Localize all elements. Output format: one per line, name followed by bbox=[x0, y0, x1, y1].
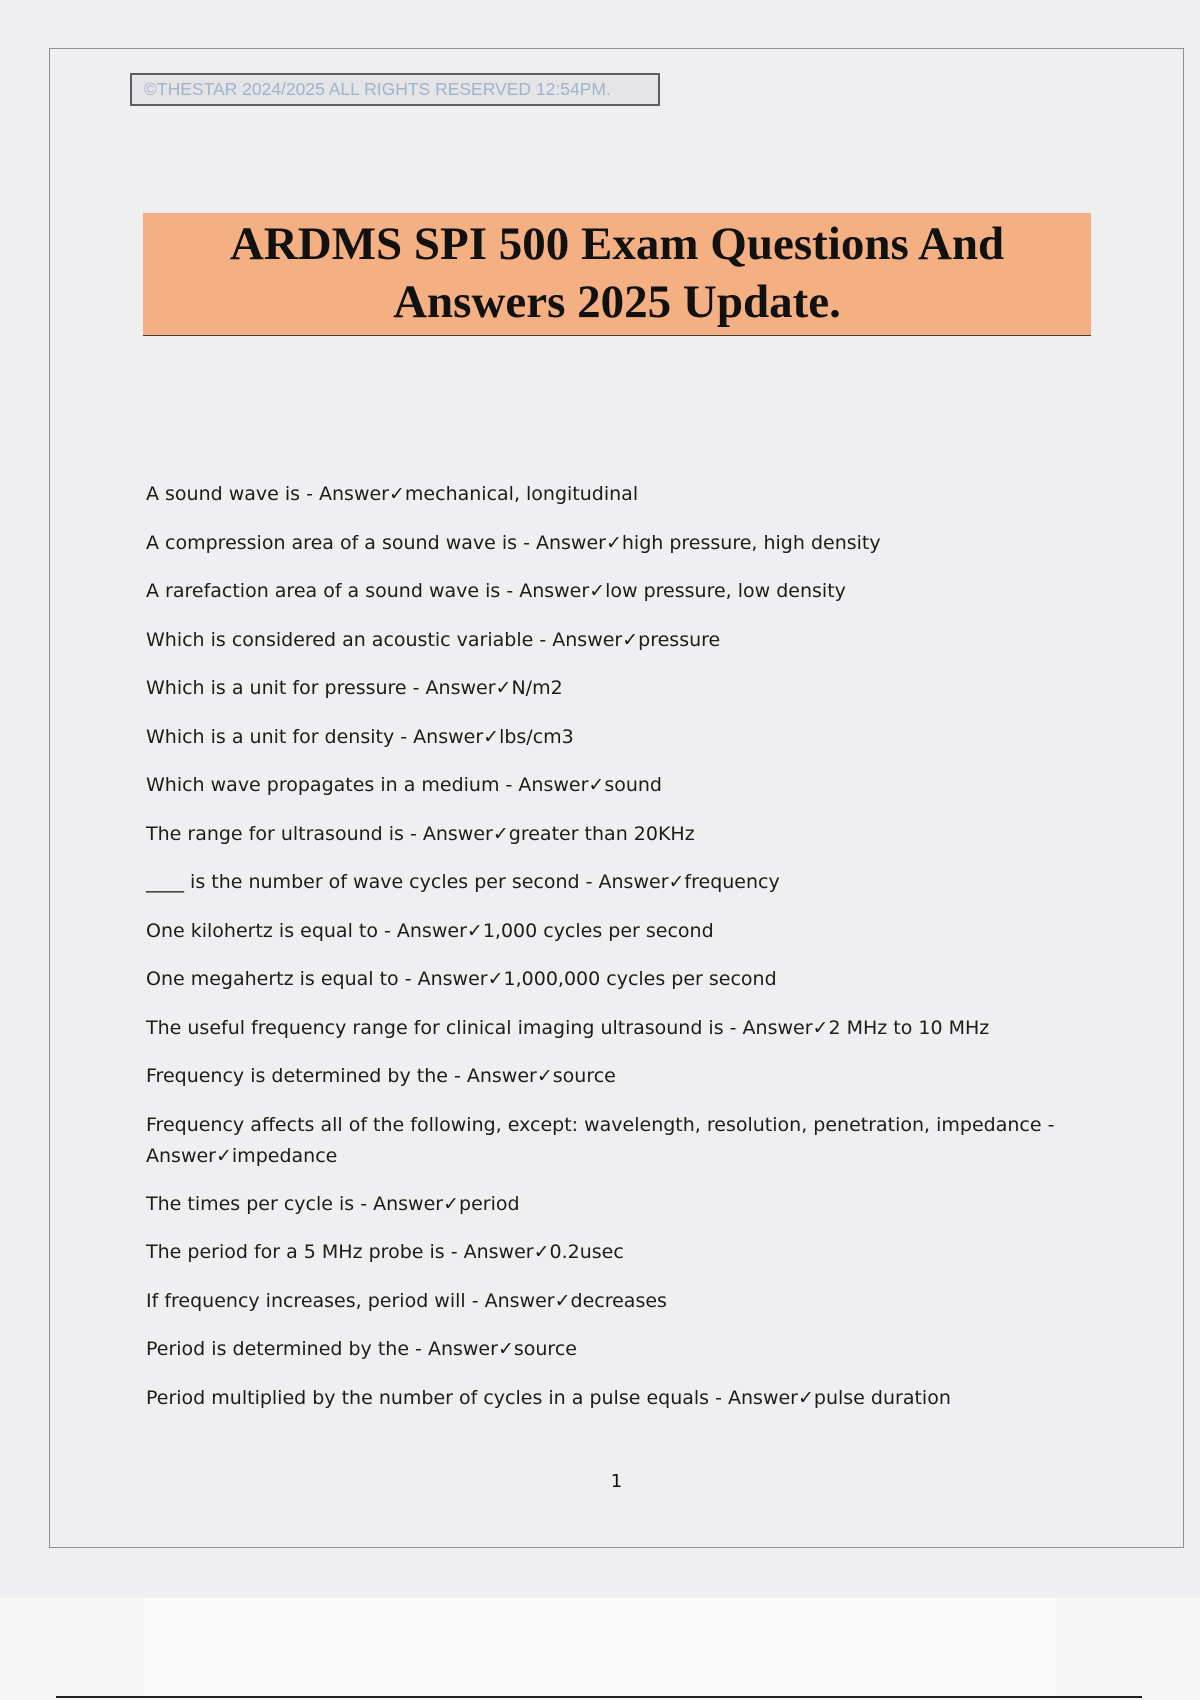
checkmark-icon: ✓ bbox=[622, 628, 639, 651]
qa-item: Period is determined by the - Answer✓source bbox=[146, 1338, 577, 1360]
document-page bbox=[49, 48, 1184, 1548]
document-title-banner bbox=[143, 213, 1091, 336]
qa-item: The range for ultrasound is - Answer✓greater than 20KHz bbox=[146, 822, 695, 845]
checkmark-icon: ✓ bbox=[487, 968, 504, 990]
qa-item: The useful frequency range for clinical imaging ultrasound is - Answer✓2 MHz to 10 MHz bbox=[146, 1016, 990, 1039]
checkmark-icon: ✓ bbox=[588, 774, 605, 796]
checkmark-icon: ✓ bbox=[812, 1016, 829, 1039]
qa-item: A rarefaction area of a sound wave is - Answer✓low pressure, low density bbox=[146, 580, 846, 602]
document-title-line-1: ARDMS SPI 500 Exam Questions And bbox=[229, 218, 1005, 270]
qa-item: The times per cycle is - Answer✓period bbox=[146, 1192, 520, 1215]
qa-item: One kilohertz is equal to - Answer✓1,000 cycles per second bbox=[146, 919, 714, 942]
qa-item: Which wave propagates in a medium - Answer✓sound bbox=[146, 774, 662, 796]
qa-item: One megahertz is equal to - Answer✓1,000,000 cycles per second bbox=[146, 968, 777, 990]
checkmark-icon: ✓ bbox=[605, 531, 622, 554]
checkmark-icon: ✓ bbox=[536, 1065, 553, 1087]
checkmark-icon: ✓ bbox=[492, 822, 509, 845]
qa-item: ____ is the number of wave cycles per second - Answer✓frequency bbox=[146, 871, 780, 893]
next-page-preview bbox=[0, 1598, 1200, 1700]
qa-item: A sound wave is - Answer✓mechanical, longitudinal bbox=[146, 483, 639, 505]
checkmark-icon: ✓ bbox=[495, 677, 512, 699]
checkmark-icon: ✓ bbox=[497, 1338, 514, 1360]
qa-item: If frequency increases, period will - Answer✓decreases bbox=[146, 1289, 667, 1312]
qa-item: The period for a 5 MHz probe is - Answer✓0.2usec bbox=[146, 1241, 624, 1263]
copyright-watermark: ©THESTAR 2024/2025 ALL RIGHTS RESERVED 12:54PM. bbox=[130, 73, 660, 106]
qa-item: Period multiplied by the number of cycles in a pulse equals - Answer✓pulse duration bbox=[146, 1386, 951, 1409]
qa-item: A compression area of a sound wave is - Answer✓high pressure, high density bbox=[146, 531, 881, 554]
checkmark-icon: ✓ bbox=[443, 1192, 460, 1215]
qa-item: Which is considered an acoustic variable - Answer✓pressure bbox=[146, 628, 721, 651]
document-title-line-2: Answers 2025 Update. bbox=[393, 276, 841, 328]
checkmark-icon: ✓ bbox=[389, 483, 405, 505]
qa-item: Frequency is determined by the - Answer✓source bbox=[146, 1065, 616, 1087]
qa-item: Which is a unit for pressure - Answer✓N/m2 bbox=[146, 677, 563, 699]
checkmark-icon: ✓ bbox=[215, 1144, 232, 1167]
qa-item: Frequency affects all of the following, except: wavelength, resolution, penetration, impedance - Answer✓impedance bbox=[146, 1113, 1055, 1167]
checkmark-icon: ✓ bbox=[466, 919, 483, 942]
question-answer-list bbox=[146, 479, 1136, 1431]
checkmark-icon: ✓ bbox=[797, 1386, 814, 1409]
qa-item: Which is a unit for density - Answer✓lbs/cm3 bbox=[146, 725, 574, 748]
checkmark-icon: ✓ bbox=[589, 580, 606, 602]
checkmark-icon: ✓ bbox=[483, 725, 500, 748]
page-number: 1 bbox=[610, 1471, 623, 1492]
next-page-rule bbox=[56, 1696, 1142, 1698]
checkmark-icon: ✓ bbox=[668, 871, 685, 893]
checkmark-icon: ✓ bbox=[533, 1241, 550, 1263]
next-page-sheet bbox=[144, 1598, 1056, 1700]
checkmark-icon: ✓ bbox=[554, 1289, 571, 1312]
